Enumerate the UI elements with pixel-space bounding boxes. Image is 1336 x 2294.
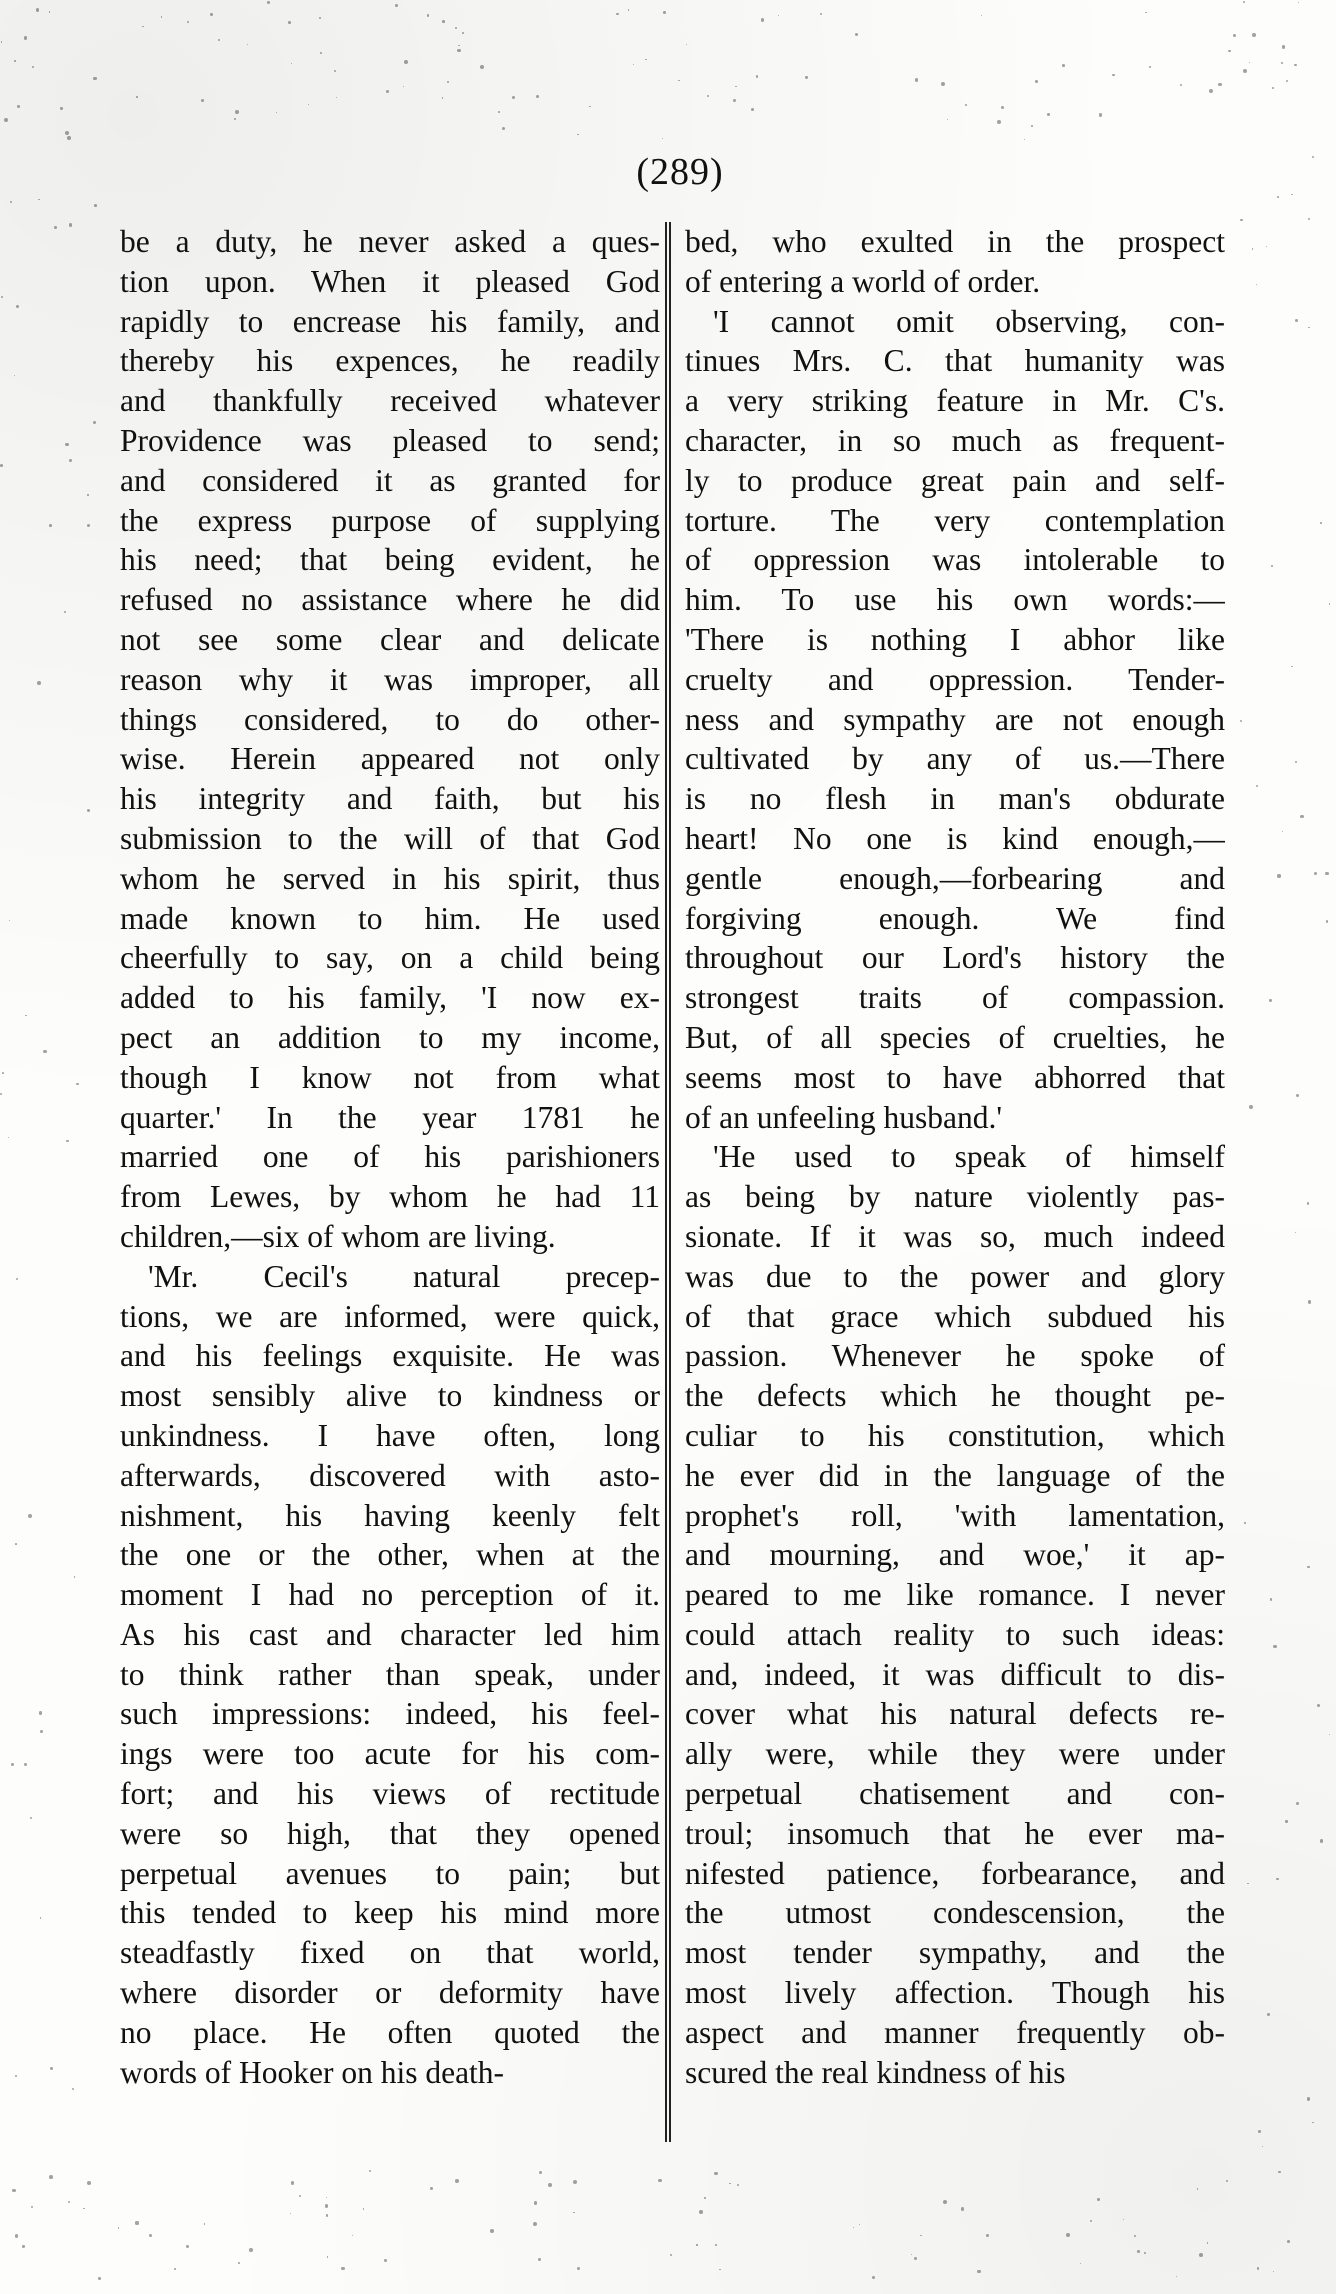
page-number: (289) bbox=[636, 151, 724, 193]
left-column-line: rapidly to encrease his family, and bbox=[120, 303, 660, 339]
left-column-line: ings were too acute for his com- bbox=[120, 1736, 660, 1772]
left-column-line: unkindness. I have often, long bbox=[120, 1417, 660, 1453]
right-column-line: 'There is nothing I abhor like bbox=[685, 621, 1225, 657]
left-column-line: moment I had no perception of it. bbox=[120, 1577, 660, 1613]
left-column-line: married one of his parishioners bbox=[120, 1139, 660, 1175]
left-column-line: children,—six of whom are living. bbox=[120, 1218, 556, 1254]
left-column-line: pect an addition to my income, bbox=[120, 1019, 660, 1055]
right-column-line: he ever did in the language of the bbox=[685, 1457, 1225, 1493]
right-column-line: most lively affection. Though his bbox=[685, 1975, 1225, 2011]
left-column-line: made known to him. He used bbox=[120, 900, 660, 936]
right-column-line: troul; insomuch that he ever ma- bbox=[685, 1815, 1225, 1851]
left-column-line: submission to the will of that God bbox=[120, 820, 660, 856]
left-column-line: steadfastly fixed on that world, bbox=[120, 1935, 660, 1971]
left-column-line: 'Mr. Cecil's natural precep- bbox=[148, 1258, 660, 1294]
left-column-line: from Lewes, by whom he had 11 bbox=[120, 1179, 660, 1215]
right-column-line: was due to the power and glory bbox=[685, 1258, 1225, 1294]
left-column-line: to think rather than speak, under bbox=[120, 1656, 660, 1692]
left-column-line: fort; and his views of rectitude bbox=[120, 1776, 660, 1812]
left-column-line: and considered it as granted for bbox=[120, 462, 660, 498]
left-column-line: thereby his expences, he readily bbox=[120, 343, 660, 379]
left-column-line: his integrity and faith, but his bbox=[120, 781, 660, 817]
right-column-line: ally were, while they were under bbox=[685, 1736, 1225, 1772]
right-column-line: cover what his natural defects re- bbox=[685, 1696, 1225, 1732]
right-column-line: strongest traits of compassion. bbox=[685, 980, 1225, 1016]
left-column-line: whom he served in his spirit, thus bbox=[120, 860, 660, 896]
right-column-line: scured the real kindness of his bbox=[685, 2054, 1066, 2090]
right-column-line: bed, who exulted in the prospect bbox=[685, 224, 1225, 259]
right-column-line: nifested patience, forbearance, and bbox=[685, 1855, 1225, 1891]
left-column-line: the one or the other, when at the bbox=[120, 1537, 660, 1573]
right-column-line: perpetual chatisement and con- bbox=[685, 1776, 1225, 1812]
right-column-line: ly to produce great pain and self- bbox=[685, 462, 1225, 498]
right-column-line: a very striking feature in Mr. C's. bbox=[685, 383, 1225, 419]
left-column-line: such impressions: indeed, his feel- bbox=[120, 1696, 660, 1732]
right-column-line: seems most to have abhorred that bbox=[685, 1059, 1225, 1095]
right-column-line: aspect and manner frequently ob- bbox=[685, 2014, 1225, 2050]
left-column-line: be a duty, he never asked a ques- bbox=[120, 224, 660, 259]
right-column-line: heart! No one is kind enough,— bbox=[685, 820, 1225, 856]
right-column-line: forgiving enough. We find bbox=[685, 900, 1225, 936]
left-column-line: though I know not from what bbox=[120, 1059, 660, 1095]
left-column-line: tion upon. When it pleased God bbox=[120, 263, 660, 299]
right-column-line: culiar to his constitution, which bbox=[685, 1417, 1225, 1453]
left-column-line: this tended to keep his mind more bbox=[120, 1895, 660, 1931]
right-column-line: peared to me like romance. I never bbox=[685, 1577, 1225, 1613]
right-column-line: torture. The very contemplation bbox=[685, 502, 1225, 538]
right-column-line: sionate. If it was so, much indeed bbox=[685, 1218, 1225, 1254]
right-column-line: the defects which he thought pe- bbox=[685, 1378, 1225, 1414]
left-column-line: wise. Herein appeared not only bbox=[120, 741, 660, 777]
left-column-line: As his cast and character led him bbox=[120, 1616, 660, 1652]
left-column-line: refused no assistance where he did bbox=[120, 582, 660, 618]
right-column-line: the utmost condescension, the bbox=[685, 1895, 1225, 1931]
right-column-line: cultivated by any of us.—There bbox=[685, 741, 1225, 777]
right-column-line: as being by nature violently pas- bbox=[685, 1179, 1225, 1215]
left-column-line: his need; that being evident, he bbox=[120, 542, 660, 578]
left-column-line: quarter.' In the year 1781 he bbox=[120, 1099, 660, 1135]
right-column-line: 'He used to speak of himself bbox=[713, 1139, 1225, 1175]
left-column-line: added to his family, 'I now ex- bbox=[120, 980, 660, 1016]
right-text-column bbox=[685, 222, 1225, 2092]
right-column-line: ness and sympathy are not enough bbox=[685, 701, 1225, 737]
left-column-line: tions, we are informed, were quick, bbox=[120, 1298, 660, 1334]
right-column-line: But, of all species of cruelties, he bbox=[685, 1019, 1225, 1055]
right-column-line: prophet's roll, 'with lamentation, bbox=[685, 1497, 1225, 1533]
right-column-line: could attach reality to such ideas: bbox=[685, 1616, 1225, 1652]
right-column-line: character, in so much as frequent- bbox=[685, 422, 1225, 458]
column-divider-rule bbox=[665, 222, 671, 2142]
left-column-line: perpetual avenues to pain; but bbox=[120, 1855, 660, 1891]
right-column-line: and mourning, and woe,' it ap- bbox=[685, 1537, 1225, 1573]
right-column-line: of oppression was intolerable to bbox=[685, 542, 1225, 578]
right-column-line: cruelty and oppression. Tender- bbox=[685, 661, 1225, 697]
left-column-line: nishment, his having keenly felt bbox=[120, 1497, 660, 1533]
left-column-line: Providence was pleased to send; bbox=[120, 422, 660, 458]
left-column-line: where disorder or deformity have bbox=[120, 1975, 660, 2011]
left-column-line: not see some clear and delicate bbox=[120, 621, 660, 657]
right-column-line: is no flesh in man's obdurate bbox=[685, 781, 1225, 817]
left-column-line: things considered, to do other- bbox=[120, 701, 660, 737]
left-column-line: and thankfully received whatever bbox=[120, 383, 660, 419]
left-text-column bbox=[120, 222, 660, 2092]
left-column-line: reason why it was improper, all bbox=[120, 661, 660, 697]
right-column-line: tinues Mrs. C. that humanity was bbox=[685, 343, 1225, 379]
left-column-line: afterwards, discovered with asto- bbox=[120, 1457, 660, 1493]
left-column-line: and his feelings exquisite. He was bbox=[120, 1338, 660, 1374]
left-column-line: most sensibly alive to kindness or bbox=[120, 1378, 660, 1414]
right-column-line: of an unfeeling husband.' bbox=[685, 1099, 1003, 1135]
right-column-line: throughout our Lord's history the bbox=[685, 940, 1225, 976]
right-column-line: of entering a world of order. bbox=[685, 263, 1041, 299]
right-column-line: him. To use his own words:— bbox=[685, 582, 1225, 618]
right-column-line: of that grace which subdued his bbox=[685, 1298, 1225, 1334]
left-column-line: were so high, that they opened bbox=[120, 1815, 660, 1851]
right-column-line: and, indeed, it was difficult to dis- bbox=[685, 1656, 1225, 1692]
right-column-line: passion. Whenever he spoke of bbox=[685, 1338, 1225, 1374]
left-column-line: no place. He often quoted the bbox=[120, 2014, 660, 2050]
left-column-line: cheerfully to say, on a child being bbox=[120, 940, 660, 976]
left-column-line: words of Hooker on his death- bbox=[120, 2054, 505, 2090]
right-column-line: most tender sympathy, and the bbox=[685, 1935, 1225, 1971]
right-column-line: gentle enough,—forbearing and bbox=[685, 860, 1225, 896]
left-column-line: the express purpose of supplying bbox=[120, 502, 660, 538]
right-column-line: 'I cannot omit observing, con- bbox=[713, 303, 1225, 339]
